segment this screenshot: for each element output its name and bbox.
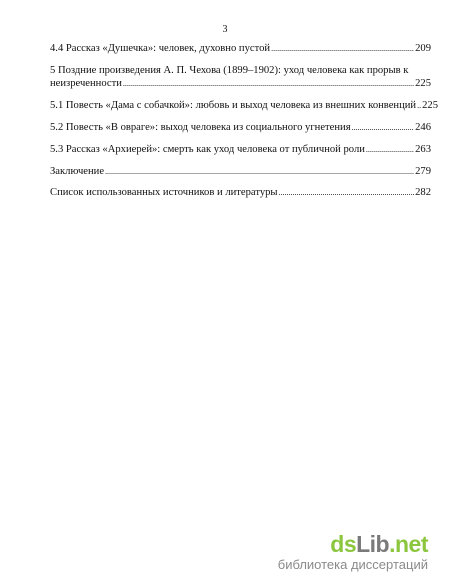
toc-leader-dots xyxy=(366,143,414,156)
logo-part-ds: ds xyxy=(330,531,357,557)
toc-entry xyxy=(50,186,431,199)
toc-entry-line2 xyxy=(50,77,431,90)
logo-part-net: .net xyxy=(389,531,428,557)
table-of-contents xyxy=(50,42,438,199)
dslib-watermark xyxy=(278,532,428,572)
toc-entry-page: 282 xyxy=(415,187,431,198)
toc-entry-page: 263 xyxy=(415,144,431,155)
dslib-logo xyxy=(278,532,428,556)
toc-leader-dots xyxy=(105,165,414,178)
toc-entry-page: 279 xyxy=(415,166,431,177)
toc-leader-dots xyxy=(271,42,414,55)
toc-entry-title: 5.2 Повесть «В овраге»: выход человека из социального угнетения xyxy=(50,122,351,133)
toc-entry-title: Список использованных источников и литературы xyxy=(50,187,278,198)
toc-entry xyxy=(50,64,431,90)
toc-entry-title: 5.3 Рассказ «Архиерей»: смерть как уход человека от публичной роли xyxy=(50,144,365,155)
toc-entry xyxy=(50,121,431,134)
toc-entry xyxy=(50,42,431,55)
toc-entry-title: 4.4 Рассказ «Душечка»: человек, духовно пустой xyxy=(50,43,271,54)
toc-entry-title: неизреченности xyxy=(50,78,122,89)
toc-leader-dots xyxy=(352,121,415,134)
toc-leader-dots xyxy=(279,186,415,199)
toc-entry xyxy=(50,143,431,156)
watermark-subtitle: библиотека диссертаций xyxy=(277,557,428,572)
toc-entry-page: 225 xyxy=(422,100,438,111)
toc-entry xyxy=(50,99,438,112)
toc-entry-page: 209 xyxy=(415,43,431,54)
toc-entry-page: 246 xyxy=(415,122,431,133)
logo-part-lib: Lib xyxy=(356,531,390,557)
toc-leader-dots xyxy=(417,99,421,112)
toc-entry-page: 225 xyxy=(415,78,431,89)
page-number: 3 xyxy=(222,24,228,35)
toc-entry xyxy=(50,165,431,178)
toc-leader-dots xyxy=(123,77,414,90)
toc-entry-title-line1: 5 Поздние произведения А. П. Чехова (1899–1902): уход человека как прорыв к xyxy=(50,65,409,76)
toc-entry-title: Заключение xyxy=(50,166,105,177)
toc-entry-title: 5.1 Повесть «Дама с собачкой»: любовь и выход человека из внешних конвенций xyxy=(50,100,417,111)
